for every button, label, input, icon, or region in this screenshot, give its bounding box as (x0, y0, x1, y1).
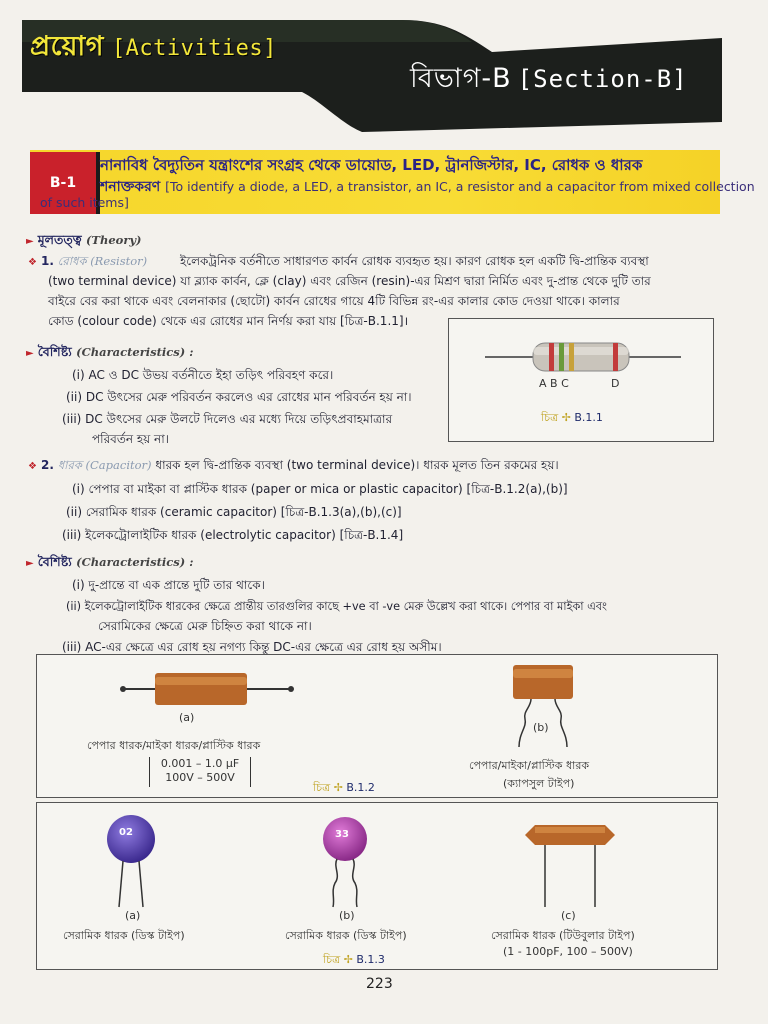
capacitor-b-code: 33 (335, 829, 349, 840)
fig13-label-b: (b) (339, 909, 355, 922)
capacitor-intro-line: ধারক হল দ্বি-প্রান্তিক ব্যবস্থা (two terminal device)। ধারক মূলত তিন রকমের হয়। (155, 458, 559, 472)
fig13-range-c: (1 - 100pF, 100 – 500V) (503, 945, 633, 958)
fig12-caption-b-1: পেপার/মাইকা/প্লাস্টিক ধারক (469, 759, 590, 772)
caption-number: B.1.3 (356, 953, 385, 966)
caption-prefix: চিত্র ✢ (323, 953, 353, 966)
theory-heading-en: (Theory) (85, 233, 142, 247)
capacitor-type-iii: (iii) ইলেকট্রোলাইটিক ধারক (electrolytic capacitor) [চিত্র-B.1.4] (62, 528, 404, 542)
capacitor-range-2: 100V – 500V (165, 771, 235, 784)
fig13-caption-a: সেরামিক ধারক (ডিস্ক টাইপ) (63, 929, 185, 942)
resistor-label: রোধক (Resistor) (57, 254, 148, 268)
theory-line-2: (two terminal device) যা ব্ল্যাক কার্বন, ক্লে (clay) এবং রেজিন (resin)-এর মিশ্রণ দ্বারা নির্মিত এবং দু-প্রান্ত থেকে দুটি তার (48, 274, 651, 288)
fig13-caption-c: সেরামিক ধারক (টিউবুলার টাইপ) (491, 929, 635, 942)
fig12-caption-b-2: (ক্যাপসুল টাইপ) (503, 777, 575, 790)
resistor-band-labels: A B C (539, 377, 569, 390)
banner-line-2-en: [To identify a diode, a LED, a transistor, an IC, a resistor and a capacitor from mixed collection (165, 179, 755, 194)
fig13-label-a: (a) (125, 909, 141, 922)
theory-heading (26, 232, 142, 252)
resistor-band-d-label: D (611, 377, 620, 390)
ceramic-disc-capacitor-b-illustration (315, 813, 375, 909)
capacitor-label: ধারক (Capacitor) (57, 458, 152, 472)
figure-b-1-2 (36, 654, 718, 798)
section-title (410, 58, 688, 103)
char1-item-iii-a: (iii) DC উৎসের মেরু উলটে দিলেও এর মধ্যে দিয়ে তড়িৎপ্রবাহমাত্রার (62, 412, 393, 426)
page-number: 223 (366, 976, 393, 992)
figure-caption-b-1-1 (541, 409, 603, 428)
figure-caption-b-1-3 (323, 951, 385, 970)
char2-heading-en: (Characteristics) : (76, 555, 194, 569)
fig13-label-c: (c) (561, 909, 576, 922)
char1-heading-en: (Characteristics) : (76, 345, 194, 359)
paper-capacitor-a-illustration (117, 667, 297, 711)
char2-item-ii-b: সেরামিকের ক্ষেত্রে মেরু চিহ্নিত করা থাকে না। (98, 619, 312, 633)
caption-prefix: চিত্র ✢ (313, 781, 343, 794)
item-number: 2. (40, 458, 54, 472)
banner-line-2-bn: শনাক্তকরণ (100, 179, 161, 195)
capacitor-type-ii: (ii) সেরামিক ধারক (ceramic capacitor) [চিত্র-B.1.3(a),(b),(c)] (66, 505, 402, 519)
activity-badge: B-1 (30, 152, 100, 214)
heading-arrow-icon: ► (26, 236, 34, 247)
fig12-label-a: (a) (179, 711, 195, 724)
char1-heading-bn: বৈশিষ্ট্য (37, 344, 72, 359)
fig12-label-b: (b) (533, 721, 549, 734)
char2-item-ii-a: (ii) ইলেকট্রোলাইটিক ধারকের ক্ষেত্রে প্রান্তীয় তারগুলির কাছে +ve বা -ve মেরু উল্লেখ করা থাকে। পেপার বা মাইকা এবং (66, 600, 607, 613)
heading-arrow-icon: ► (26, 348, 34, 359)
item-number: 1. (40, 254, 54, 268)
capacitor-item (28, 456, 559, 476)
activities-title (30, 26, 277, 71)
theory-line-4: কোড (colour code) থেকে এর রোধের মান নির্ণয় করা যায় [চিত্র-B.1.1]। (48, 314, 409, 328)
figure-b-1-1 (448, 318, 714, 442)
capacitor-range-1: 0.001 – 1.0 μF (160, 757, 240, 770)
ceramic-tubular-capacitor-c-illustration (515, 813, 625, 909)
char2-item-iii: (iii) AC-এর ক্ষেত্রে এর রোধ হয় নগণ্য কিন্তু DC-এর ক্ষেত্রে এর রোধ হয় অসীম। (62, 640, 442, 654)
paper-capacitor-b-illustration (497, 663, 587, 749)
theory-line-3: বাইরে বের করা থাকে এবং বেলনাকার (ছোটো) কার্বন রোধের গায়ে 4টি বিভিন্ন রং-এর কালার কোড দেওয়া থাকে। কালার (48, 294, 620, 308)
activities-title-en: [Activities] (111, 36, 277, 61)
theory-item-1 (28, 252, 147, 272)
diamond-bullet-icon: ❖ (28, 257, 37, 268)
banner-line-3: of such items] (40, 195, 129, 210)
section-title-en: [Section-B] (517, 65, 688, 93)
char1-item-ii: (ii) DC উৎসের মেরু পরিবর্তন করলেও এর রোধের মান পরিবর্তন হয় না। (66, 390, 412, 404)
caption-number: B.1.1 (574, 411, 603, 424)
theory-heading-bn: মূলতত্ত্ব (37, 232, 82, 247)
capacitor-type-i: (i) পেপার বা মাইকা বা প্লাস্টিক ধারক (paper or mica or plastic capacitor) [চিত্র-B.1.2(a),(b)] (72, 482, 568, 496)
characteristics-heading-2 (26, 554, 193, 574)
heading-arrow-icon: ► (26, 558, 34, 569)
caption-prefix: চিত্র ✢ (541, 411, 571, 424)
banner-line-2 (100, 175, 755, 199)
char1-item-i: (i) AC ও DC উভয় বর্তনীতে ইহা তড়িৎ পরিবহণ করে। (72, 368, 334, 382)
diamond-bullet-icon: ❖ (28, 461, 37, 472)
activities-title-bn: প্রয়োগ (30, 31, 104, 62)
capacitor-range-bracket (149, 757, 251, 787)
banner-line-1: নানাবিধ বৈদ্যুতিন যন্ত্রাংশের সংগ্রহ থেকে ডায়োড, LED, ট্রানজিস্টার, IC, রোধক ও ধারক (100, 156, 643, 174)
char2-heading-bn: বৈশিষ্ট্য (37, 554, 72, 569)
figure-caption-b-1-2 (313, 779, 375, 798)
fig12-caption-a: পেপার ধারক/মাইকা ধারক/প্লাস্টিক ধারক (87, 739, 261, 752)
fig13-caption-b: সেরামিক ধারক (ডিস্ক টাইপ) (285, 929, 407, 942)
char1-item-iii-b: পরিবর্তন হয় না। (92, 432, 169, 446)
characteristics-heading-1 (26, 344, 193, 364)
section-title-bn: বিভাগ-B (410, 63, 512, 94)
capacitor-a-code: 02 (119, 827, 133, 838)
theory-line-1: ইলেকট্রনিক বর্তনীতে সাধারণত কার্বন রোধক ব্যবহৃত হয়। কারণ রোধক হল একটি দ্বি-প্রান্তিক ব্যবস্থা (180, 254, 649, 268)
char2-item-i: (i) দু-প্রান্তে বা এক প্রান্তে দুটি তার থাকে। (72, 578, 265, 592)
figure-b-1-3 (36, 802, 718, 970)
resistor-illustration (449, 319, 713, 399)
caption-number: B.1.2 (346, 781, 375, 794)
